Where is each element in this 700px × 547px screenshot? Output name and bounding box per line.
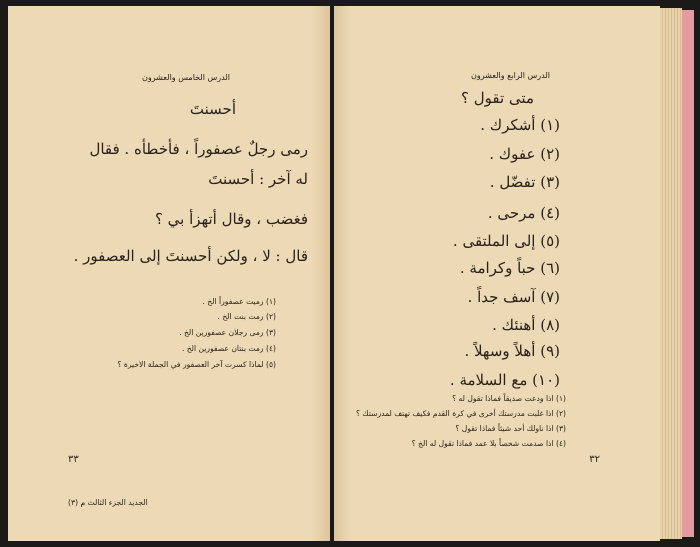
lesson-header: الدرس الرابع والعشرون — [470, 71, 550, 80]
exercise-question: (٤) اذا صدمت شخصاً بلا عمد فماذا تقول له الخ ؟ — [411, 439, 566, 448]
phrase-item: (٤) مرحى . — [487, 204, 560, 222]
page-footer: الجديد الجزء الثالث م (٣) — [68, 498, 148, 507]
story-line: له آخر : أحسنتَ — [208, 170, 308, 188]
left-page — [8, 6, 330, 541]
exercise-question: (١) رميت عصفوراً الخ . — [202, 297, 276, 306]
phrase-item: (١٠) مع السلامة . — [449, 371, 560, 389]
page-number: ٣٣ — [68, 454, 79, 465]
phrase-item: (٣) تفضّل . — [489, 173, 560, 191]
phrase-item: (٨) أهنئك . — [492, 316, 560, 334]
exercise-question: (٤) رمت بنتان عصفورين الخ . — [181, 344, 276, 353]
lesson-title: أحسنتَ — [189, 100, 236, 118]
exercise-question: (١) اذا ودعت صديقاً فماذا تقول له ؟ — [452, 394, 566, 403]
page-edges — [660, 8, 682, 539]
page-number: ٣٢ — [589, 454, 600, 465]
exercise-question: (٥) لماذا كسرت آخر العصفور في الجملة الاخيرة ؟ — [117, 360, 276, 369]
exercise-question: (٢) رمت بنت الخ . — [217, 312, 276, 321]
story-line: رمى رجلٌ عصفوراً ، فأخطأه . فقال — [89, 140, 308, 158]
exercise-question: (٢) اذا غلبت مدرستك أخرى في كرة القدم فكيف تهتف لمدرستك ؟ — [355, 409, 566, 418]
exercise-question: (٣) رمى رجلان عصفورين الخ . — [179, 328, 276, 337]
phrase-item: (٧) آسف جداً . — [467, 288, 560, 306]
phrase-item: (٦) حباً وكرامة . — [459, 259, 560, 277]
book-cover-edge — [682, 10, 694, 537]
phrase-item: (١) أشكرك . — [480, 116, 560, 134]
lesson-title: متى تقول ؟ — [461, 89, 534, 107]
story-line: فغضب ، وقال أتهزأ بي ؟ — [154, 210, 308, 228]
exercise-question: (٣) اذا ناولك أحد شيئاً فماذا تقول ؟ — [455, 424, 566, 433]
lesson-header: الدرس الخامس والعشرون — [142, 73, 230, 82]
story-line: قال : لا ، ولكن أحسنتَ إلى العصفور . — [73, 247, 308, 265]
phrase-item: (٢) عفوك . — [489, 145, 560, 163]
phrase-item: (٩) أهلاً وسهلاً . — [464, 342, 560, 360]
right-page — [334, 6, 660, 541]
phrase-item: (٥) إلى الملتقى . — [452, 232, 560, 250]
